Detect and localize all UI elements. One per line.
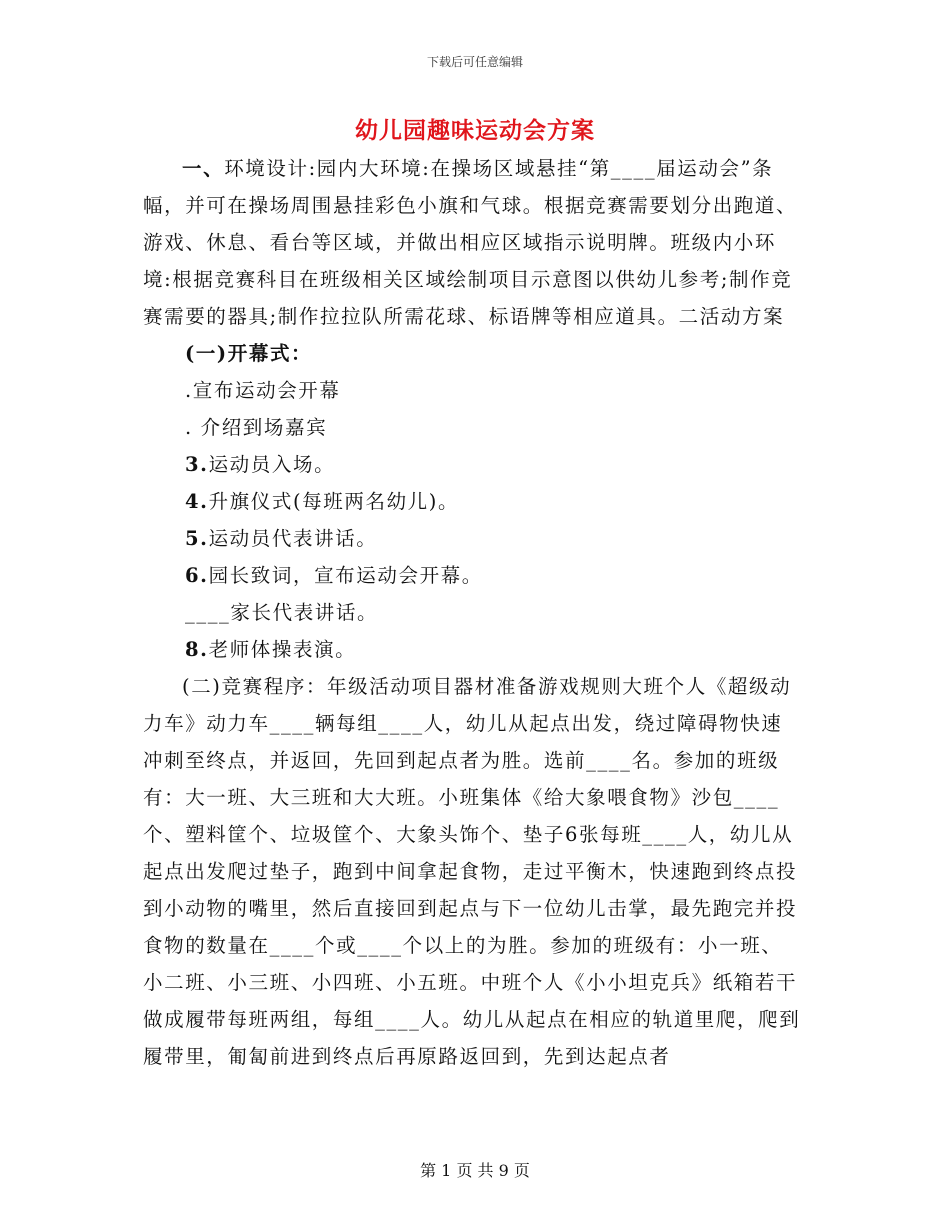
item-text: . 介绍到场嘉宾: [185, 416, 328, 439]
item-text: .宣布运动会开幕: [185, 379, 341, 402]
list-item: [185, 483, 803, 520]
item-text: 运动员代表讲话。: [208, 527, 378, 550]
list-item: [185, 372, 803, 409]
item-number: 4.: [185, 490, 209, 513]
document-title: 幼儿园趣味运动会方案: [355, 117, 595, 144]
list-item: [185, 409, 803, 446]
item-text: 升旗仪式(每班两名幼儿)。: [208, 490, 460, 513]
list-item: [185, 631, 803, 668]
list-item: [185, 557, 803, 594]
item-number: 3.: [185, 453, 209, 476]
item-text: ____家长代表讲话。: [185, 601, 379, 624]
item-number: 5.: [185, 527, 209, 550]
section-environment: [143, 150, 803, 335]
page-number: 第 1 页 共 9 页: [420, 1161, 530, 1180]
opening-list: [143, 372, 803, 668]
item-number: 8.: [185, 638, 209, 661]
list-item: [185, 446, 803, 483]
header-note: 下载后可任意编辑: [426, 55, 523, 69]
opening-heading: (一)开幕式：: [185, 342, 313, 365]
section-number: 一、: [182, 157, 225, 180]
item-text: 老师体操表演。: [208, 638, 357, 661]
section-competition: (二)竞赛程序：年级活动项目器材准备游戏规则大班个人《超级动力车》动力车____辆每组____人，幼儿从起点出发，绕过障碍物快速冲刺至终点，并返回，先回到起点者为胜。选前____名。参加的班级有：大一班、大三班和大大班。小班集体《给大象喂食物》沙包____个、塑料筐个、垃圾筐个、大象头饰个、垫子6张每班____人，幼儿从起点出发爬过垫子，跑到中间拿起食物，走过平衡木，快速跑到终点投到小动物的嘴里，然后直接回到起点与下一位幼儿击掌，最先跑完并投食物的数量在____个或____个以上的为胜。参加的班级有：小一班、小二班、小三班、小四班、小五班。中班个人《小小坦克兵》纸箱若干做成履带每班两组，每组____人。幼儿从起点在相应的轨道里爬，爬到履带里，匍匐前进到终点后再原路返回到，先到达起点者: [143, 675, 801, 1068]
item-number: 6.: [185, 564, 209, 587]
item-text: 运动员入场。: [208, 453, 336, 476]
section-text: 环境设计:园内大环境:在操场区域悬挂“第____届运动会”条幅，并可在操场周围悬挂彩色小旗和气球。根据竞赛需要划分出跑道、游戏、休息、看台等区域，并做出相应区域指示说明牌。班级内小环境:根据竞赛科目在班级相关区域绘制项目示意图以供幼儿参考;制作竞赛需要的器具;制作拉拉队所需花球、标语牌等相应道具。二活动方案: [143, 157, 798, 328]
list-item: [185, 594, 803, 631]
list-item: [185, 520, 803, 557]
document-body: [143, 150, 803, 1075]
item-text: 园长致词，宣布运动会开幕。: [208, 564, 483, 587]
